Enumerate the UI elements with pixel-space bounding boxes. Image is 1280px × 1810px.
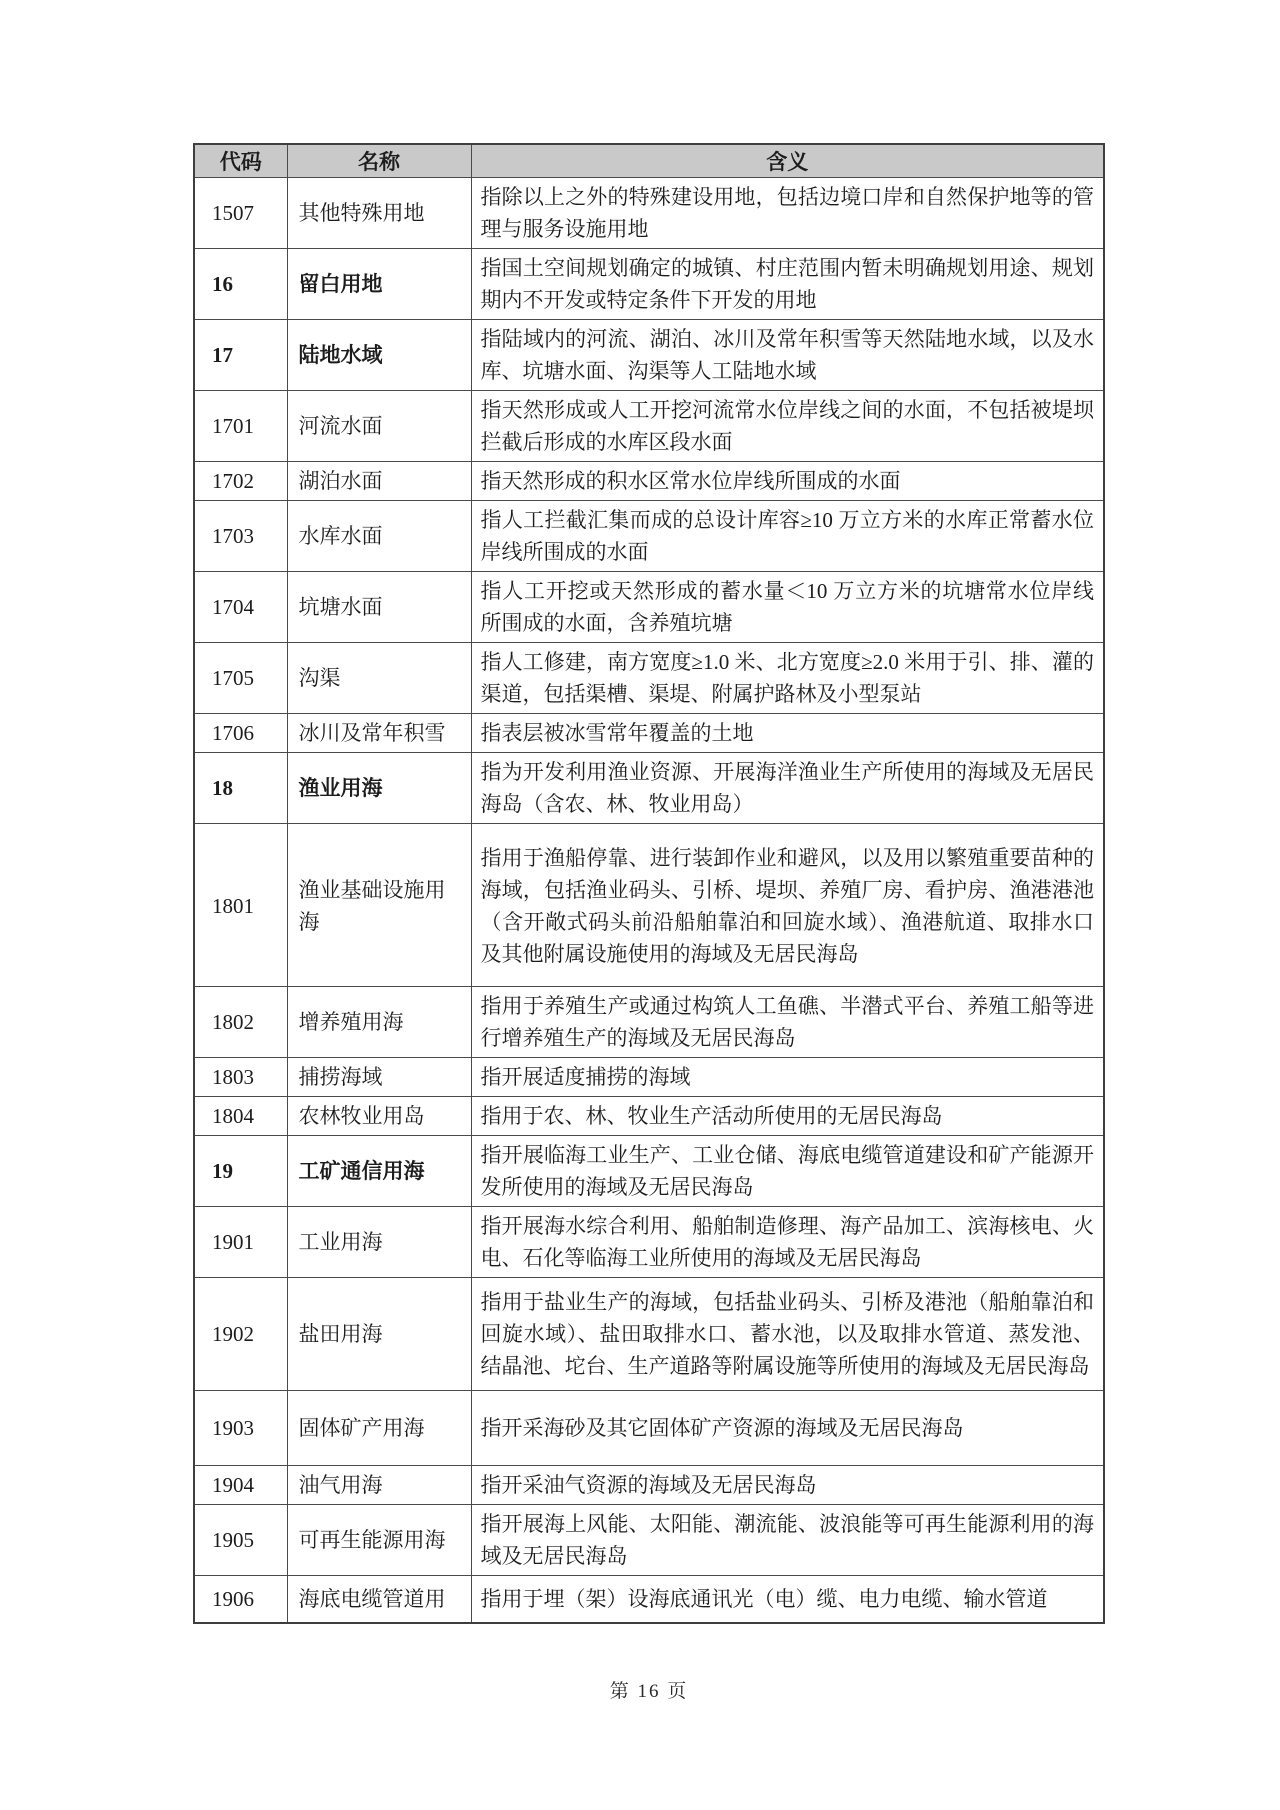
cell-name: 海底电缆管道用 xyxy=(287,1576,471,1624)
table-row xyxy=(194,643,1104,714)
cell-name: 油气用海 xyxy=(287,1466,471,1505)
cell-meaning: 指人工开挖或天然形成的蓄水量＜10 万立方米的坑塘常水位岸线所围成的水面，含养殖坑塘 xyxy=(471,572,1104,643)
table-row xyxy=(194,1466,1104,1505)
table-row xyxy=(194,178,1104,249)
table-row xyxy=(194,714,1104,753)
cell-code: 1803 xyxy=(194,1058,287,1097)
cell-name: 盐田用海 xyxy=(287,1278,471,1391)
cell-meaning: 指开展临海工业生产、工业仓储、海底电缆管道建设和矿产能源开发所使用的海域及无居民海岛 xyxy=(471,1136,1104,1207)
cell-code: 1801 xyxy=(194,824,287,987)
table-row xyxy=(194,572,1104,643)
table-row xyxy=(194,320,1104,391)
cell-name: 水库水面 xyxy=(287,501,471,572)
cell-code: 16 xyxy=(194,249,287,320)
cell-meaning: 指除以上之外的特殊建设用地，包括边境口岸和自然保护地等的管理与服务设施用地 xyxy=(471,178,1104,249)
cell-meaning: 指用于渔船停靠、进行装卸作业和避风，以及用以繁殖重要苗种的海域，包括渔业码头、引桥、堤坝、养殖厂房、看护房、渔港港池（含开敞式码头前沿船舶靠泊和回旋水域）、渔港航道、取排水口及其他附属设施使用的海域及无居民海岛 xyxy=(471,824,1104,987)
table-row xyxy=(194,1097,1104,1136)
cell-meaning: 指天然形成或人工开挖河流常水位岸线之间的水面，不包括被堤坝拦截后形成的水库区段水面 xyxy=(471,391,1104,462)
cell-code: 1902 xyxy=(194,1278,287,1391)
cell-code: 1901 xyxy=(194,1207,287,1278)
column-header-meaning: 含义 xyxy=(471,144,1104,178)
cell-name: 冰川及常年积雪 xyxy=(287,714,471,753)
cell-meaning: 指用于埋（架）设海底通讯光（电）缆、电力电缆、输水管道 xyxy=(471,1576,1104,1624)
cell-name: 捕捞海域 xyxy=(287,1058,471,1097)
table-row xyxy=(194,1207,1104,1278)
cell-name: 固体矿产用海 xyxy=(287,1391,471,1466)
table-row xyxy=(194,753,1104,824)
cell-meaning: 指陆域内的河流、湖泊、冰川及常年积雪等天然陆地水域，以及水库、坑塘水面、沟渠等人工陆地水域 xyxy=(471,320,1104,391)
page-number-text: 第 16 页 xyxy=(609,1681,689,1702)
cell-name: 湖泊水面 xyxy=(287,462,471,501)
cell-code: 1702 xyxy=(194,462,287,501)
cell-name: 留白用地 xyxy=(287,249,471,320)
cell-code: 1701 xyxy=(194,391,287,462)
cell-code: 1507 xyxy=(194,178,287,249)
cell-code: 1705 xyxy=(194,643,287,714)
table-row xyxy=(194,501,1104,572)
cell-meaning: 指天然形成的积水区常水位岸线所围成的水面 xyxy=(471,462,1104,501)
cell-code: 17 xyxy=(194,320,287,391)
cell-name: 农林牧业用岛 xyxy=(287,1097,471,1136)
table-row xyxy=(194,1136,1104,1207)
cell-code: 1703 xyxy=(194,501,287,572)
table-row xyxy=(194,1505,1104,1576)
cell-code: 1906 xyxy=(194,1576,287,1624)
cell-code: 1704 xyxy=(194,572,287,643)
cell-code: 1802 xyxy=(194,987,287,1058)
cell-name: 可再生能源用海 xyxy=(287,1505,471,1576)
cell-meaning: 指为开发利用渔业资源、开展海洋渔业生产所使用的海域及无居民海岛（含农、林、牧业用岛） xyxy=(471,753,1104,824)
table-row xyxy=(194,1576,1104,1624)
cell-code: 1804 xyxy=(194,1097,287,1136)
cell-name: 沟渠 xyxy=(287,643,471,714)
cell-meaning: 指开展海水综合利用、船舶制造修理、海产品加工、滨海核电、火电、石化等临海工业所使用的海域及无居民海岛 xyxy=(471,1207,1104,1278)
cell-name: 增养殖用海 xyxy=(287,987,471,1058)
page-number xyxy=(193,1676,1105,1703)
table-row xyxy=(194,1278,1104,1391)
cell-code: 1706 xyxy=(194,714,287,753)
cell-name: 陆地水域 xyxy=(287,320,471,391)
cell-meaning: 指开采油气资源的海域及无居民海岛 xyxy=(471,1466,1104,1505)
cell-code: 18 xyxy=(194,753,287,824)
cell-code: 1903 xyxy=(194,1391,287,1466)
table-row xyxy=(194,824,1104,987)
cell-code: 19 xyxy=(194,1136,287,1207)
cell-meaning: 指人工拦截汇集而成的总设计库容≥10 万立方米的水库正常蓄水位岸线所围成的水面 xyxy=(471,501,1104,572)
table-row xyxy=(194,462,1104,501)
cell-name: 河流水面 xyxy=(287,391,471,462)
table-row xyxy=(194,249,1104,320)
table-row xyxy=(194,1058,1104,1097)
column-header-name: 名称 xyxy=(287,144,471,178)
cell-meaning: 指用于盐业生产的海域，包括盐业码头、引桥及港池（船舶靠泊和回旋水域）、盐田取排水口、蓄水池，以及取排水管道、蒸发池、结晶池、坨台、生产道路等附属设施等所使用的海域及无居民海岛 xyxy=(471,1278,1104,1391)
cell-code: 1904 xyxy=(194,1466,287,1505)
land-use-code-table xyxy=(193,143,1105,1624)
cell-meaning: 指人工修建，南方宽度≥1.0 米、北方宽度≥2.0 米用于引、排、灌的渠道，包括渠槽、渠堤、附属护路林及小型泵站 xyxy=(471,643,1104,714)
table-row xyxy=(194,987,1104,1058)
cell-name: 工矿通信用海 xyxy=(287,1136,471,1207)
cell-meaning: 指开采海砂及其它固体矿产资源的海域及无居民海岛 xyxy=(471,1391,1104,1466)
cell-name: 渔业基础设施用海 xyxy=(287,824,471,987)
cell-meaning: 指表层被冰雪常年覆盖的土地 xyxy=(471,714,1104,753)
table-header-row xyxy=(194,144,1104,178)
cell-meaning: 指用于养殖生产或通过构筑人工鱼礁、半潜式平台、养殖工船等进行增养殖生产的海域及无居民海岛 xyxy=(471,987,1104,1058)
cell-name: 坑塘水面 xyxy=(287,572,471,643)
table-row xyxy=(194,1391,1104,1466)
table-body xyxy=(194,178,1104,1624)
table-row xyxy=(194,391,1104,462)
cell-meaning: 指开展适度捕捞的海域 xyxy=(471,1058,1104,1097)
cell-name: 渔业用海 xyxy=(287,753,471,824)
column-header-code: 代码 xyxy=(194,144,287,178)
cell-meaning: 指开展海上风能、太阳能、潮流能、波浪能等可再生能源利用的海域及无居民海岛 xyxy=(471,1505,1104,1576)
cell-meaning: 指国土空间规划确定的城镇、村庄范围内暂未明确规划用途、规划期内不开发或特定条件下开发的用地 xyxy=(471,249,1104,320)
cell-name: 其他特殊用地 xyxy=(287,178,471,249)
cell-meaning: 指用于农、林、牧业生产活动所使用的无居民海岛 xyxy=(471,1097,1104,1136)
cell-code: 1905 xyxy=(194,1505,287,1576)
cell-name: 工业用海 xyxy=(287,1207,471,1278)
